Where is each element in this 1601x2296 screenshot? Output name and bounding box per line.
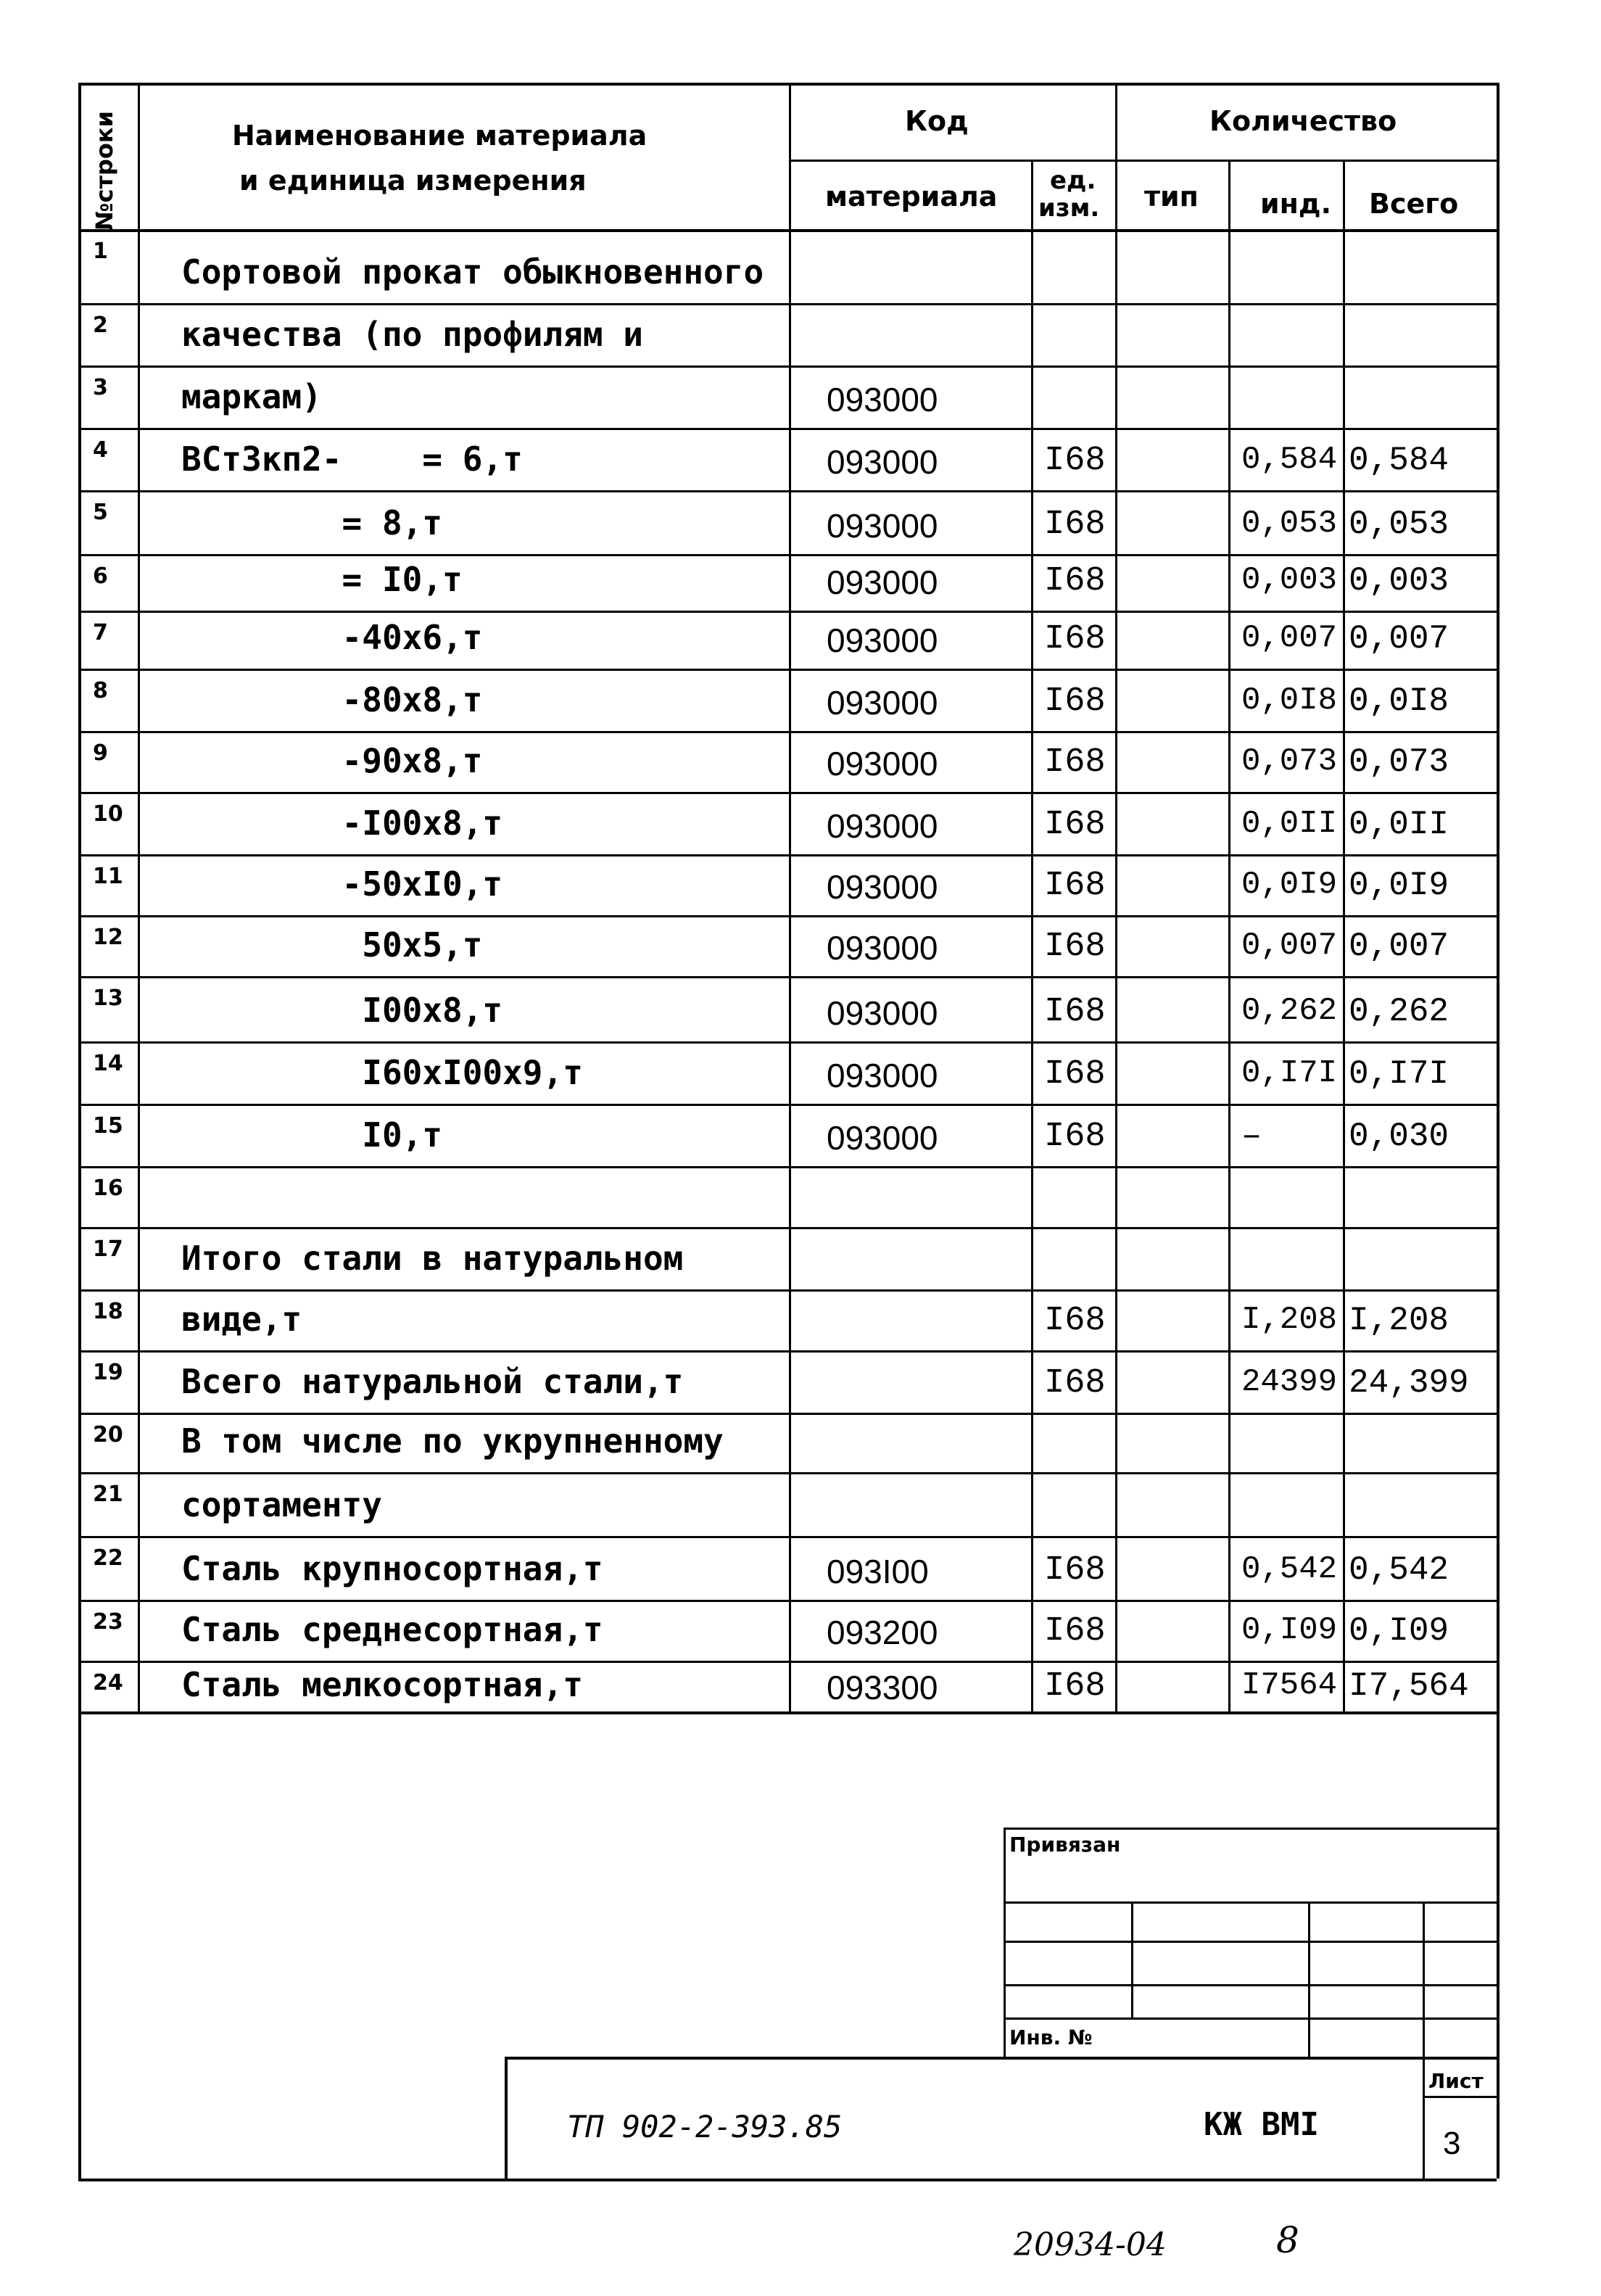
row-number: 6 [93, 563, 108, 589]
row-number: 20 [93, 1422, 123, 1448]
unit-code: I68 [1044, 682, 1106, 721]
material-name: качества (по профилям и [181, 315, 643, 354]
header-qty-total: Всего [1369, 188, 1459, 220]
material-code: 093I00 [827, 1553, 929, 1590]
qty-ind: 0,262 [1241, 993, 1338, 1029]
unit-code: I68 [1044, 806, 1106, 844]
qty-ind: 0,0II [1241, 806, 1338, 842]
material-name: сортаменту [181, 1485, 382, 1524]
qty-total: 0,053 [1349, 505, 1449, 543]
qty-total: 0,I09 [1349, 1612, 1449, 1650]
qty-ind: 0,003 [1241, 562, 1338, 598]
title-block-sheet-divider [1423, 2057, 1425, 2179]
material-name: Сталь среднесортная,т [181, 1610, 603, 1649]
header-unit-line1: ед. [1050, 166, 1096, 195]
qty-total: 0,584 [1349, 442, 1449, 479]
qty-total: 0,0I8 [1349, 682, 1449, 720]
qty-total: 0,030 [1349, 1118, 1449, 1155]
unit-code: I68 [1044, 743, 1106, 782]
unit-code: I68 [1044, 505, 1106, 544]
row-number: 16 [93, 1176, 123, 1201]
row-number: 21 [93, 1482, 123, 1507]
qty-ind: 0,542 [1241, 1551, 1338, 1587]
row-number: 24 [93, 1670, 123, 1696]
unit-code: I68 [1044, 993, 1106, 1031]
row-number: 7 [93, 620, 108, 645]
material-code: 093000 [827, 929, 938, 967]
qty-ind: 0,0I8 [1241, 682, 1338, 719]
row-number: 10 [93, 801, 123, 827]
row-number: 22 [93, 1545, 123, 1571]
material-code: 093000 [827, 622, 938, 659]
header-mid-rule [789, 160, 1497, 162]
row-number: 13 [93, 986, 123, 1011]
material-name: = I0,т [181, 560, 463, 599]
unit-code: I68 [1044, 867, 1106, 905]
unit-code: I68 [1044, 1055, 1106, 1094]
qty-ind: 0,053 [1241, 505, 1338, 542]
stamp-sheet-number: 3 [1443, 2126, 1461, 2161]
row-number: 18 [93, 1299, 123, 1324]
row-rule [78, 1711, 1497, 1714]
material-code: 093000 [827, 443, 938, 481]
qty-ind: – [1241, 1118, 1262, 1156]
material-code: 093000 [827, 868, 938, 906]
material-name: виде,т [181, 1300, 302, 1339]
material-name: В том числе по укрупненному [181, 1421, 724, 1461]
material-code: 093000 [827, 563, 938, 601]
row-number: 9 [93, 740, 108, 766]
unit-code: I68 [1044, 1118, 1106, 1156]
material-name: I00х8,т [181, 991, 503, 1030]
stamp-rule [1423, 1901, 1425, 2057]
row-number: 14 [93, 1051, 123, 1076]
row-number: 11 [93, 864, 123, 889]
qty-ind: 0,I09 [1241, 1612, 1338, 1648]
qty-total: 0,0II [1349, 806, 1449, 843]
frame-bottom [78, 2179, 1497, 2181]
table-row [78, 1166, 1497, 1227]
unit-code: I68 [1044, 1612, 1106, 1651]
row-number: 8 [93, 678, 108, 703]
unit-code: I68 [1044, 562, 1106, 600]
title-block-sheet-rule [1423, 2096, 1497, 2098]
footer-archive-number: 20934-04 [1014, 2226, 1167, 2263]
stamp-rule [1308, 1901, 1310, 2057]
qty-ind: 0,584 [1241, 442, 1338, 478]
header-row-no: №строки [91, 110, 118, 231]
header-code-material: материала [825, 181, 998, 212]
material-name: -I00х8,т [181, 804, 503, 843]
qty-ind: 0,0I9 [1241, 867, 1338, 903]
stamp-rule [1131, 1901, 1133, 2018]
row-number: 19 [93, 1360, 123, 1385]
material-name: Сталь мелкосортная,т [181, 1665, 583, 1704]
qty-ind: 0,073 [1241, 743, 1338, 780]
stamp-sheet-label: Лист [1428, 2069, 1484, 2093]
material-code: 093000 [827, 507, 938, 545]
material-name: -40х6,т [181, 618, 483, 657]
header-unit-line2: изм. [1038, 194, 1100, 223]
header-name-line2: и единица измерения [239, 165, 587, 197]
material-code: 093000 [827, 807, 938, 845]
qty-total: 0,542 [1349, 1551, 1449, 1589]
unit-code: I68 [1044, 928, 1106, 966]
row-number: 5 [93, 500, 108, 525]
qty-ind: 0,007 [1241, 620, 1338, 656]
material-name: = 8,т [181, 503, 443, 542]
material-code: 093000 [827, 745, 938, 782]
material-name: Сталь крупносортная,т [181, 1549, 603, 1588]
qty-ind: 0,007 [1241, 928, 1338, 964]
unit-code: I68 [1044, 1667, 1106, 1706]
row-number: 15 [93, 1113, 123, 1139]
header-qty-ind: инд. [1260, 188, 1332, 220]
qty-ind: I,208 [1241, 1302, 1338, 1338]
row-number: 17 [93, 1236, 123, 1262]
material-name: -50хI0,т [181, 864, 503, 904]
row-number: 4 [93, 437, 108, 463]
material-code: 093000 [827, 1057, 938, 1094]
header-name-line1: Наименование материала [232, 120, 648, 152]
qty-total: 0,007 [1349, 620, 1449, 658]
stamp-tied-label: Привязан [1009, 1833, 1121, 1857]
stamp-rule [1004, 1828, 1497, 1830]
qty-total: I7,564 [1349, 1667, 1469, 1705]
material-code: 093000 [827, 994, 938, 1032]
stamp-rule [1004, 1828, 1006, 2060]
unit-code: I68 [1044, 1551, 1106, 1590]
material-name: маркам) [181, 377, 322, 416]
row-number: 12 [93, 925, 123, 950]
material-code: 093300 [827, 1669, 938, 1706]
stamp-inv-label: Инв. № [1009, 2025, 1093, 2049]
qty-total: I,208 [1349, 1302, 1449, 1339]
material-name: Всего натуральной стали,т [181, 1362, 684, 1401]
qty-ind: 24399 [1241, 1364, 1338, 1400]
qty-total: 24,399 [1349, 1364, 1469, 1402]
title-block-left [505, 2057, 508, 2179]
frame-top [78, 83, 1497, 86]
material-code: 093000 [827, 381, 938, 418]
qty-total: 0,262 [1349, 993, 1449, 1031]
qty-total: 0,003 [1349, 562, 1449, 600]
row-number: 23 [93, 1609, 123, 1635]
header-qty-group: Количество [1209, 105, 1397, 137]
material-name: I0,т [181, 1115, 443, 1155]
material-code: 093000 [827, 684, 938, 722]
title-block-top [505, 2057, 1497, 2060]
material-code: 093200 [827, 1614, 938, 1651]
qty-total: 0,I7I [1349, 1055, 1449, 1093]
material-name: Сортовой прокат обыкновенного [181, 252, 764, 292]
footer-page-number: 8 [1276, 2219, 1299, 2261]
material-name: -80х8,т [181, 680, 483, 719]
material-name: ВСт3кп2- = 6,т [181, 439, 523, 479]
qty-total: 0,007 [1349, 928, 1449, 965]
qty-ind: I7564 [1241, 1667, 1338, 1704]
material-name: -90х8,т [181, 741, 483, 780]
row-number: 1 [93, 239, 108, 264]
stamp-doc-code: ТП 902-2-393.85 [567, 2109, 843, 2144]
material-name: I60хI00х9,т [181, 1053, 583, 1092]
material-name: Итого стали в натуральном [181, 1239, 684, 1278]
header-code-group: Код [905, 105, 969, 137]
header-qty-type: тип [1144, 181, 1199, 212]
unit-code: I68 [1044, 1364, 1106, 1403]
row-number: 2 [93, 313, 108, 338]
qty-total: 0,0I9 [1349, 867, 1449, 904]
qty-ind: 0,I7I [1241, 1055, 1338, 1091]
unit-code: I68 [1044, 620, 1106, 658]
frame-right [1497, 83, 1499, 2179]
material-code: 093000 [827, 1119, 938, 1157]
material-name: 50х5,т [181, 925, 483, 965]
unit-code: I68 [1044, 442, 1106, 480]
qty-total: 0,073 [1349, 743, 1449, 781]
row-number: 3 [93, 375, 108, 400]
stamp-mark: КЖ ВМI [1204, 2106, 1319, 2143]
unit-code: I68 [1044, 1302, 1106, 1340]
